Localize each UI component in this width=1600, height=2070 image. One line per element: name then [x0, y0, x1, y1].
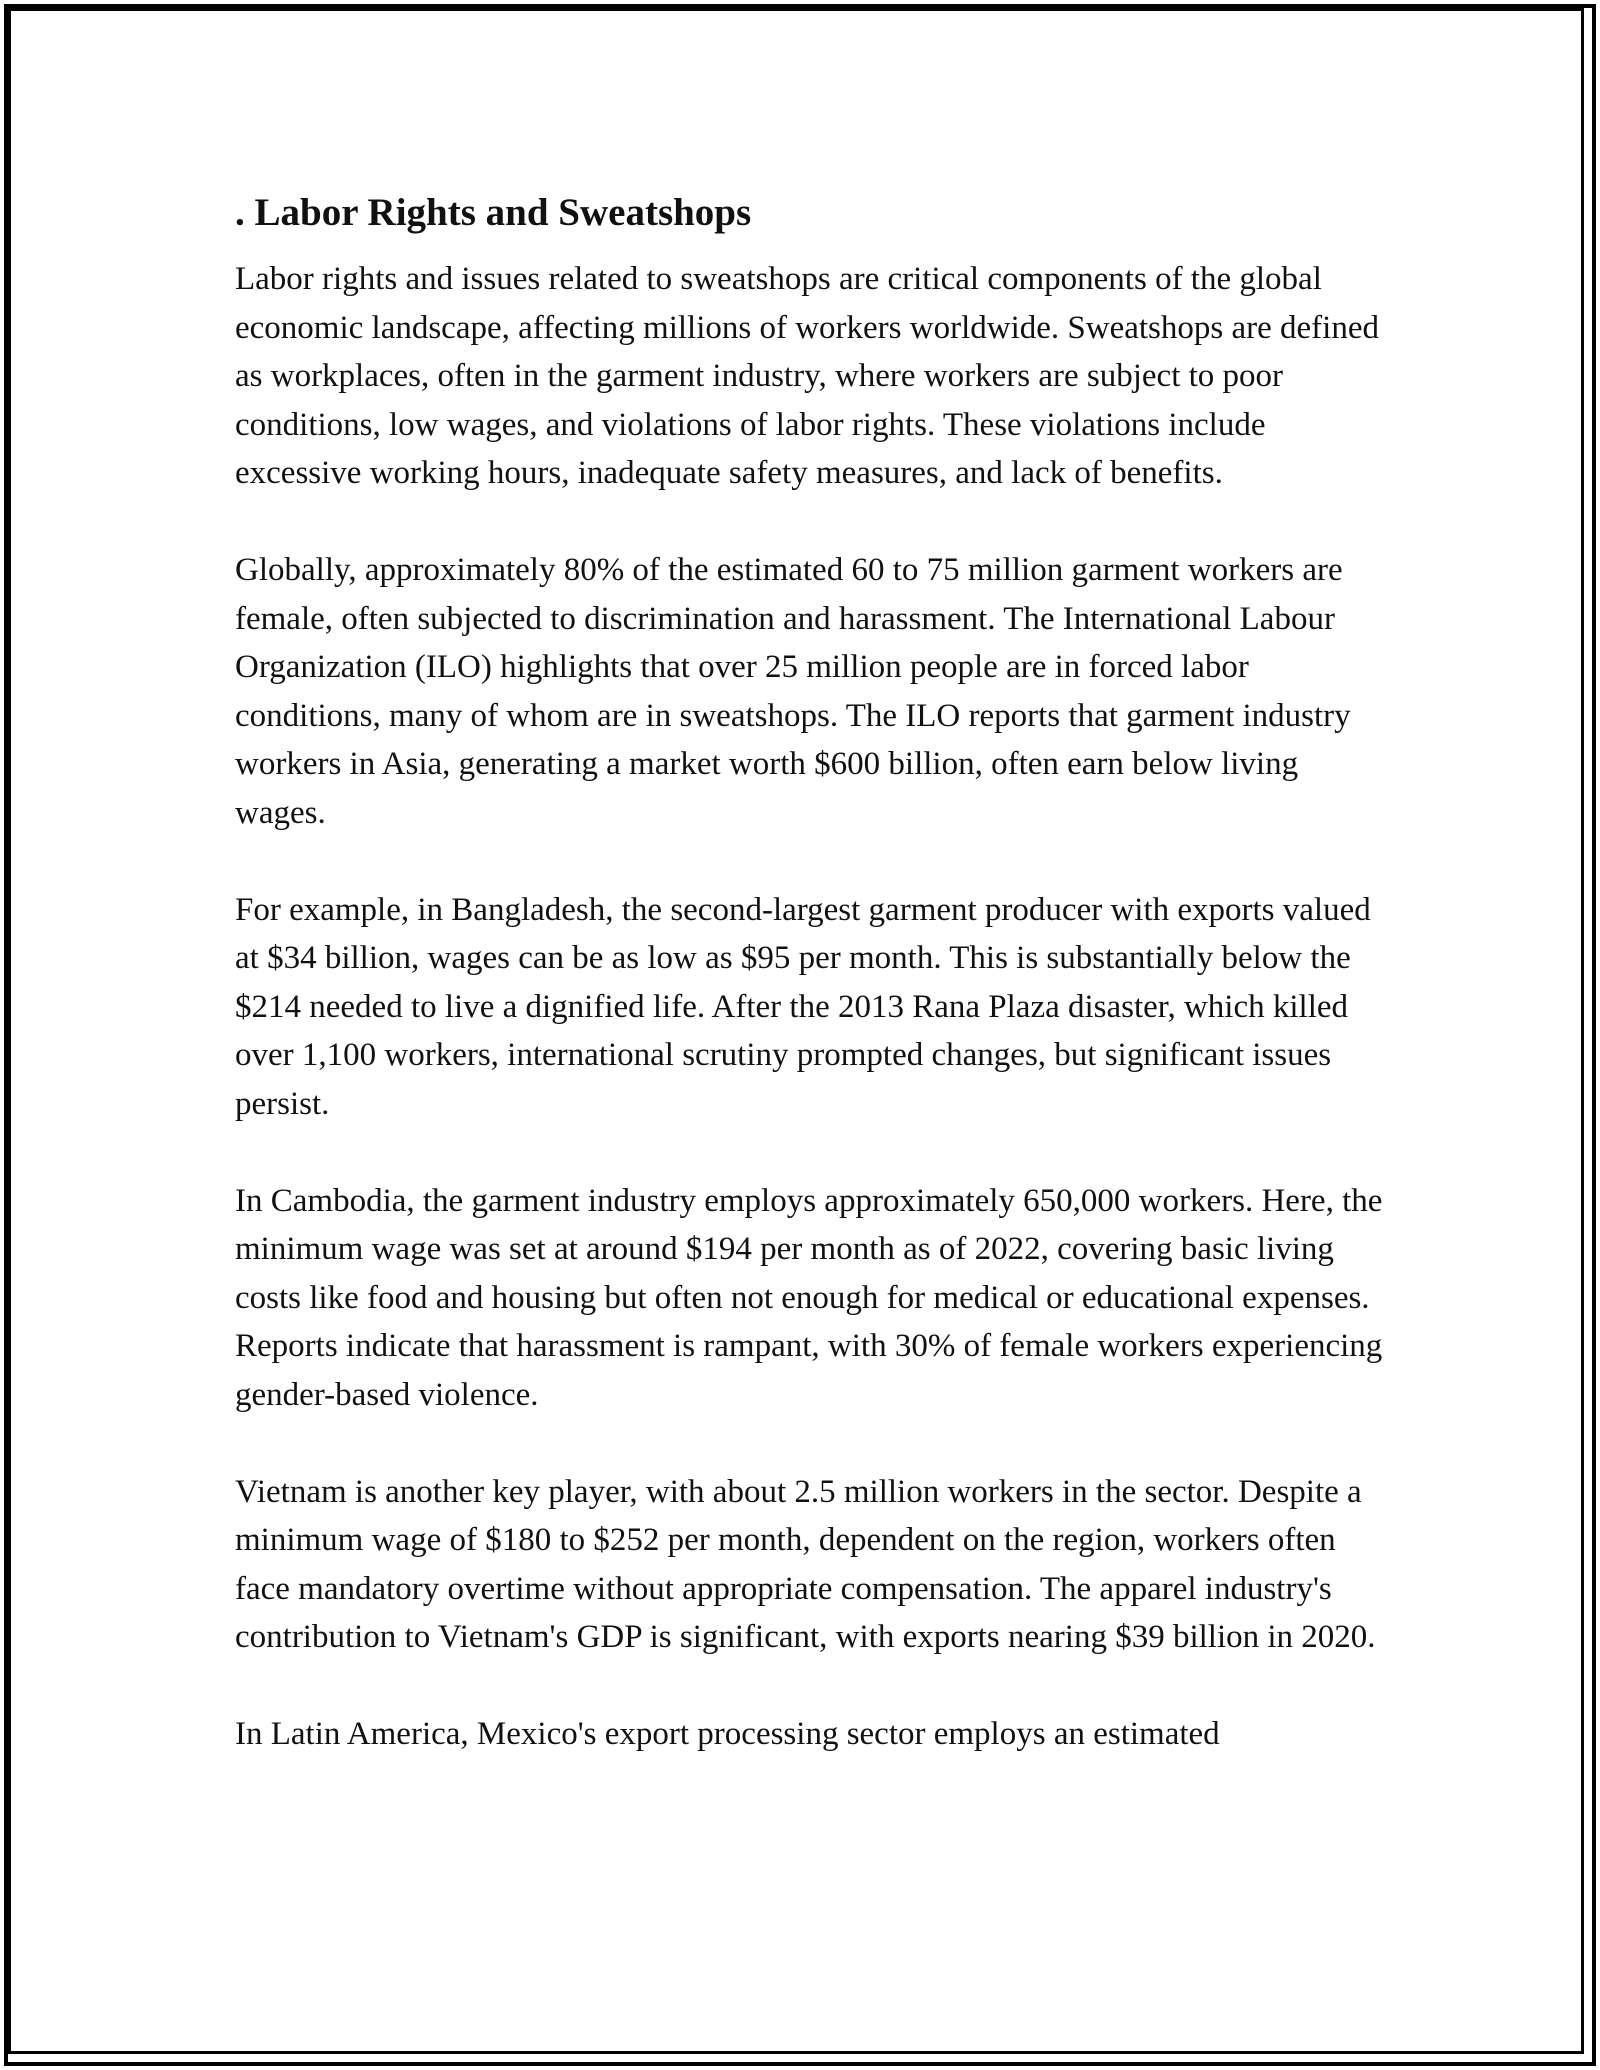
- paragraph-global-statistics: Globally, approximately 80% of the estimated 60 to 75 million garment workers are female, often subjected to discrimination and harassment. The International Labour Organization (ILO) highlights that over 25 million people are in forced labor conditions, many of whom are in sweatshops. The ILO reports that garment industry workers in Asia, generating a market worth $600 billion, often earn below living wages.: [235, 552, 1351, 831]
- paragraph-bangladesh: For example, in Bangladesh, the second-largest garment producer with exports valued at $34 billion, wages can be as low as $95 per month. This is substantially below the $214 needed to live a dignified life. After the 2013 Rana Plaza disaster, which killed over 1,100 workers, international scrutiny prompted changes, but significant issues persist.: [235, 891, 1371, 1122]
- document-body: [235, 185, 1395, 1807]
- paragraph-cambodia: In Cambodia, the garment industry employs approximately 650,000 workers. Here, the minimum wage was set at around $194 per month as of 2022, covering basic living costs like food and housing but often not enough for medical or educational expenses. Reports indicate that harassment is rampant, with 30% of female workers experiencing gender-based violence.: [235, 1182, 1383, 1413]
- section-heading: . Labor Rights and Sweatshops: [235, 191, 752, 234]
- paragraph-latin-america: In Latin America, Mexico's export processing sector employs an estimated: [235, 1716, 1220, 1752]
- paragraph-intro: Labor rights and issues related to sweatshops are critical components of the global economic landscape, affecting millions of workers worldwide. Sweatshops are defined as workplaces, often in the garment industry, where workers are subject to poor conditions, low wages, and violations of labor rights. These violations include excessive working hours, inadequate safety measures, and lack of benefits.: [235, 261, 1379, 491]
- paragraph-vietnam: Vietnam is another key player, with about 2.5 million workers in the sector. Despite a minimum wage of $180 to $252 per month, dependent on the region, workers often face mandatory overtime without appropriate compensation. The apparel industry's contribution to Vietnam's GDP is significant, with exports nearing $39 billion in 2020.: [235, 1473, 1376, 1655]
